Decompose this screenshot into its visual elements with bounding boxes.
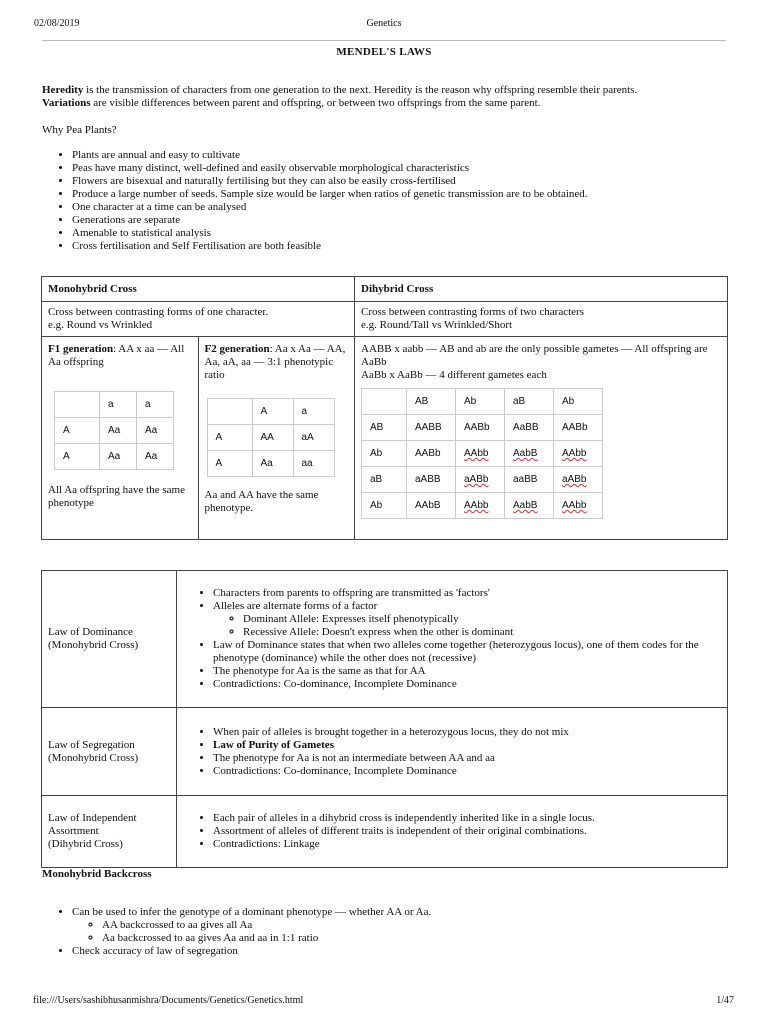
grid-cell: AA bbox=[252, 425, 293, 451]
grid-cell: a bbox=[293, 399, 334, 425]
law-name bbox=[42, 796, 177, 868]
law-name bbox=[42, 571, 177, 708]
grid-cell: aB bbox=[362, 467, 407, 493]
f1-text: : AA x aa — All Aa offspring bbox=[48, 343, 185, 368]
grid-cell: Ab bbox=[456, 389, 505, 415]
list-item: • Law of Purity of Gametes bbox=[213, 739, 721, 752]
heredity-term: Heredity bbox=[42, 84, 84, 96]
grid-cell: aABB bbox=[407, 467, 456, 493]
print-title: Genetics bbox=[366, 18, 402, 29]
list-item: • Peas have many distinct, well-defined and easily observable morphological characteristics bbox=[72, 162, 768, 175]
list-item: ◦ Dominant Allele: Expresses itself phenotypically bbox=[243, 613, 721, 626]
grid-cell: AAbb bbox=[554, 493, 603, 519]
dihybrid-heading: Dihybrid Cross bbox=[355, 277, 728, 302]
f1-punnett-square bbox=[54, 391, 174, 470]
law-cross-type: (Monohybrid Cross) bbox=[48, 751, 139, 764]
grid-cell: Aa bbox=[252, 451, 293, 477]
print-page-number: 1/47 bbox=[716, 995, 734, 1006]
why-pea-list bbox=[42, 149, 768, 253]
grid-cell: aA bbox=[293, 425, 334, 451]
grid-cell: AB bbox=[407, 389, 456, 415]
grid-cell: Aa bbox=[100, 418, 137, 444]
grid-cell: Aa bbox=[137, 418, 174, 444]
list-item: • Plants are annual and easy to cultivate bbox=[72, 149, 768, 162]
law-name bbox=[42, 708, 177, 796]
grid-cell: AABb bbox=[554, 415, 603, 441]
monohybrid-example: e.g. Round vs Wrinkled bbox=[48, 319, 153, 331]
list-item: • Each pair of alleles in a dihybrid cross is independently inherited like in a single locus. bbox=[213, 812, 721, 825]
backcross-list bbox=[42, 906, 768, 958]
law-description bbox=[177, 708, 728, 796]
cross-comparison-table bbox=[41, 276, 728, 540]
grid-cell: Ab bbox=[362, 441, 407, 467]
list-item: • Contradictions: Linkage bbox=[213, 838, 721, 851]
list-item: • Contradictions: Co-dominance, Incomplete Dominance bbox=[213, 765, 721, 778]
list-item bbox=[72, 906, 768, 945]
grid-cell: Ab bbox=[554, 389, 603, 415]
law-title: Law of Dominance bbox=[48, 626, 133, 638]
list-item: ◦ Aa backcrossed to aa gives Aa and aa in 1:1 ratio bbox=[102, 932, 768, 945]
grid-cell: AABb bbox=[407, 441, 456, 467]
list-item: • Flowers are bisexual and naturally fertilising but they can also be easily cross-fertilised bbox=[72, 175, 768, 188]
grid-cell: aABb bbox=[554, 467, 603, 493]
grid-cell: A bbox=[55, 418, 100, 444]
f1-note: All Aa offspring have the same phenotype bbox=[48, 484, 185, 509]
table-row bbox=[42, 708, 728, 796]
grid-cell: AAbB bbox=[407, 493, 456, 519]
list-item: • Law of Dominance states that when two alleles come together (heterozygous locus), one of them codes for the phenotype (dominance) while the other does not (recessive) bbox=[213, 639, 721, 665]
law-title: Law of Segregation bbox=[48, 738, 135, 751]
table-row bbox=[42, 571, 728, 708]
grid-cell: AabB bbox=[505, 493, 554, 519]
f1-label: F1 generation bbox=[48, 343, 114, 355]
variations-term: Variations bbox=[42, 97, 91, 109]
grid-cell: AAbb bbox=[456, 441, 505, 467]
grid-cell: AAbb bbox=[554, 441, 603, 467]
dihybrid-description bbox=[355, 302, 728, 337]
monohybrid-desc-line: Cross between contrasting forms of one character. bbox=[48, 306, 269, 318]
list-item bbox=[213, 600, 721, 639]
list-item: • Contradictions: Co-dominance, Incomplete Dominance bbox=[213, 678, 721, 691]
page-title: MENDEL'S LAWS bbox=[336, 46, 432, 58]
f2-generation-cell bbox=[198, 337, 355, 540]
grid-cell: A bbox=[207, 451, 252, 477]
list-item-text: Can be used to infer the genotype of a dominant phenotype — whether AA or Aa. bbox=[72, 906, 432, 918]
list-item: • The phenotype for Aa is the same as that for AA bbox=[213, 665, 721, 678]
grid-cell: aABb bbox=[456, 467, 505, 493]
grid-cell bbox=[362, 389, 407, 415]
grid-cell: aa bbox=[293, 451, 334, 477]
grid-cell: AabB bbox=[505, 441, 554, 467]
grid-cell: A bbox=[252, 399, 293, 425]
backcross-heading: Monohybrid Backcross bbox=[42, 868, 152, 880]
grid-cell: Ab bbox=[362, 493, 407, 519]
variations-definition: are visible differences between parent and offspring, or between two offsprings from the same parent. bbox=[90, 97, 541, 109]
law-description bbox=[177, 796, 728, 868]
list-item: • Generations are separate bbox=[72, 214, 768, 227]
grid-cell: Aa bbox=[137, 444, 174, 470]
dihybrid-punnett-square bbox=[361, 388, 603, 519]
f2-punnett-square bbox=[207, 398, 335, 477]
heredity-definition: is the transmission of characters from one generation to the next. Heredity is the reason why offspring resemble their parents. bbox=[83, 84, 638, 96]
dihybrid-cell bbox=[355, 337, 728, 540]
print-date: 02/08/2019 bbox=[34, 18, 80, 29]
grid-cell: AB bbox=[362, 415, 407, 441]
grid-cell: aaBB bbox=[505, 467, 554, 493]
law-title-continued: Assortment bbox=[48, 825, 99, 837]
print-file-path: file:///Users/sashibhusanmishra/Documents/Genetics/Genetics.html bbox=[33, 995, 304, 1006]
grid-cell bbox=[55, 392, 100, 418]
grid-cell: A bbox=[55, 444, 100, 470]
monohybrid-description bbox=[42, 302, 355, 337]
law-description bbox=[177, 571, 728, 708]
f1-generation-cell bbox=[42, 337, 199, 540]
list-item: • When pair of alleles is brought together in a heterozygous locus, they do not mix bbox=[213, 726, 721, 739]
law-cross-type: (Dihybrid Cross) bbox=[48, 838, 123, 850]
grid-cell: AABB bbox=[407, 415, 456, 441]
list-item: • Produce a large number of seeds. Sample size would be larger when ratios of genetic transmission are to be obtained. bbox=[72, 188, 768, 201]
list-item: • Check accuracy of law of segregation bbox=[72, 945, 768, 958]
list-item: • Cross fertilisation and Self Fertilisation are both feasible bbox=[72, 240, 768, 253]
list-item: • Characters from parents to offspring are transmitted as 'factors' bbox=[213, 587, 721, 600]
intro-paragraph bbox=[42, 84, 742, 110]
grid-cell: AAbb bbox=[456, 493, 505, 519]
grid-cell: AABb bbox=[456, 415, 505, 441]
f2-note: Aa and AA have the same phenotype. bbox=[204, 489, 319, 514]
table-row bbox=[42, 796, 728, 868]
grid-cell: a bbox=[100, 392, 137, 418]
list-item: ◦ Recessive Allele: Doesn't express when the other is dominant bbox=[243, 626, 721, 639]
list-item: ◦ AA backcrossed to aa gives all Aa bbox=[102, 919, 768, 932]
header-rule bbox=[42, 40, 726, 41]
f2-text: : Aa x Aa — AA, Aa, aA, aa — 3:1 phenotypic ratio bbox=[204, 343, 346, 381]
list-item: • The phenotype for Aa is not an intermediate between AA and aa bbox=[213, 752, 721, 765]
list-item: • Assortment of alleles of different traits is independent of their original combinations. bbox=[213, 825, 721, 838]
f2-label: F2 generation bbox=[204, 343, 270, 355]
grid-cell: A bbox=[207, 425, 252, 451]
list-item: • Amenable to statistical analysis bbox=[72, 227, 768, 240]
dihybrid-desc-line: Cross between contrasting forms of two characters bbox=[361, 306, 584, 318]
monohybrid-heading: Monohybrid Cross bbox=[42, 277, 355, 302]
grid-cell: AaBB bbox=[505, 415, 554, 441]
dihybrid-text-2: AaBb x AaBb — 4 different gametes each bbox=[361, 369, 547, 381]
grid-cell: a bbox=[137, 392, 174, 418]
mendel-laws-table bbox=[41, 570, 728, 868]
law-title: Law of Independent bbox=[48, 812, 137, 824]
why-pea-question: Why Pea Plants? bbox=[42, 124, 117, 136]
dihybrid-example: e.g. Round/Tall vs Wrinkled/Short bbox=[361, 319, 513, 331]
law-cross-type: (Monohybrid Cross) bbox=[48, 639, 139, 651]
dihybrid-text-1: AABB x aabb — AB and ab are the only possible gametes — All offspring are AaBb bbox=[361, 343, 708, 368]
grid-cell bbox=[207, 399, 252, 425]
grid-cell: Aa bbox=[100, 444, 137, 470]
list-item-text: Alleles are alternate forms of a factor bbox=[213, 600, 378, 612]
list-item: • One character at a time can be analysed bbox=[72, 201, 768, 214]
grid-cell: aB bbox=[505, 389, 554, 415]
